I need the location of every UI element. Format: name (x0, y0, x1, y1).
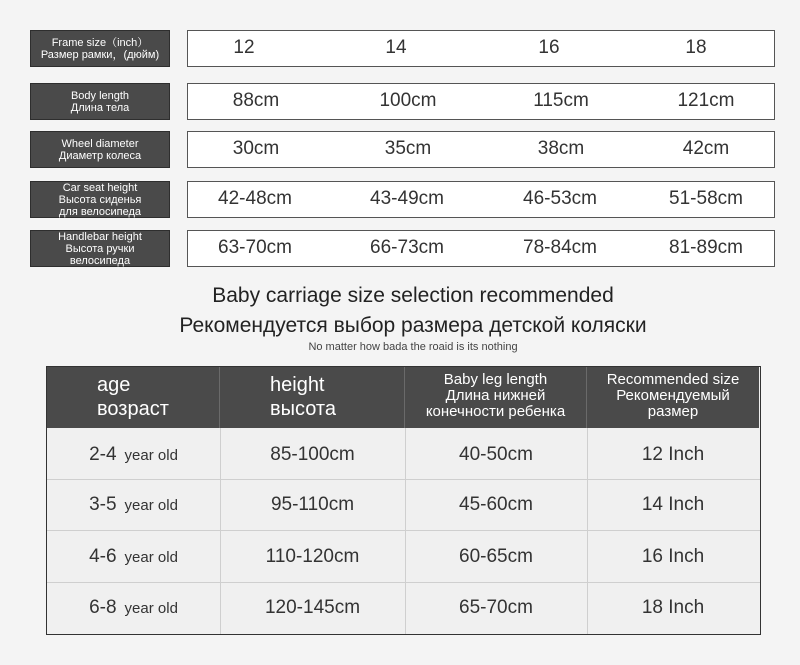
header-age (47, 367, 220, 428)
spec-label-ru-2: велосипеда (69, 254, 131, 267)
spec-values (187, 83, 775, 120)
spec-value: 81-89cm (669, 237, 743, 258)
spec-value: 51-58cm (669, 188, 743, 209)
spec-value: 121cm (677, 90, 735, 111)
spec-row-frame-size (30, 30, 776, 67)
header-leg-ru-2: конечности ребенка (425, 403, 566, 420)
spec-label-ru: Длина тела (70, 101, 130, 114)
header-size-ru-2: размер (647, 403, 699, 420)
spec-label-en: Wheel diameter (61, 137, 139, 150)
spec-values (187, 131, 775, 168)
spec-value: 18 (685, 37, 707, 58)
header-size-ru-1: Рекомендуемый (616, 387, 730, 404)
spec-value: 100cm (379, 90, 437, 111)
spec-value: 43-49cm (370, 188, 444, 209)
spec-values (187, 30, 775, 67)
spec-value: 30cm (232, 138, 280, 159)
spec-values (187, 181, 775, 218)
spec-label-en: Body length (70, 89, 130, 102)
header-height-en: height (270, 374, 325, 396)
height-cell: 95-110cm (270, 494, 355, 515)
spec-label-en: Car seat height (62, 181, 138, 194)
header-recommended-size (587, 367, 759, 428)
spec-label-en: Frame size（inch） (51, 36, 149, 49)
header-leg-en: Baby leg length (443, 371, 548, 388)
spec-values (187, 230, 775, 267)
leg-length-cell: 40-50cm (459, 444, 533, 465)
spec-value: 16 (538, 37, 560, 58)
spec-value: 12 (233, 37, 255, 58)
spec-label (30, 230, 170, 267)
spec-value: 46-53cm (523, 188, 597, 209)
leg-length-cell: 45-60cm (459, 494, 533, 515)
spec-value: 78-84cm (523, 237, 597, 258)
age-cell: 4-6 year old (89, 546, 178, 567)
spec-value: 38cm (537, 138, 585, 159)
header-height (220, 367, 405, 428)
leg-length-cell: 65-70cm (459, 597, 533, 618)
age-cell: 2-4 year old (89, 444, 178, 465)
spec-row-wheel-diameter (30, 131, 776, 168)
spec-label-en: Handlebar height (58, 230, 142, 243)
spec-label-ru: Высота ручки (65, 242, 135, 255)
header-size-en: Recommended size (606, 371, 740, 388)
spec-value: 88cm (232, 90, 280, 111)
spec-label-ru-2: для велосипеда (59, 205, 141, 218)
spec-label-ru: Диаметр колеса (58, 149, 142, 162)
size-cell: 18 Inch (641, 597, 705, 618)
header-height-ru: высота (270, 398, 336, 420)
title-english: Baby carriage size selection recommended (212, 284, 614, 307)
spec-value: 35cm (384, 138, 432, 159)
spec-value: 63-70cm (218, 237, 292, 258)
spec-label-ru: Размер рамки，(дюйм) (40, 48, 160, 61)
size-cell: 16 Inch (641, 546, 705, 567)
title-russian: Рекомендуется выбор размера детской коляски (179, 314, 647, 337)
tagline: No matter how bada the roaid is its nothing (308, 341, 518, 353)
row-divider (47, 530, 760, 531)
leg-length-cell: 60-65cm (459, 546, 533, 567)
size-recommendation-table (46, 366, 761, 635)
spec-value: 42cm (682, 138, 730, 159)
spec-label (30, 181, 170, 218)
spec-label (30, 83, 170, 120)
spec-row-seat-height (30, 181, 776, 218)
header-leg-ru-1: Длина нижней (445, 387, 546, 404)
size-cell: 14 Inch (641, 494, 705, 515)
height-cell: 110-120cm (265, 546, 360, 567)
age-cell: 6-8 year old (89, 597, 178, 618)
header-age-en: age (97, 374, 131, 396)
size-cell: 12 Inch (641, 444, 705, 465)
header-leg-length (405, 367, 587, 428)
spec-row-handlebar-height (30, 230, 776, 267)
age-cell: 3-5 year old (89, 494, 178, 515)
spec-value: 66-73cm (370, 237, 444, 258)
spec-value: 42-48cm (218, 188, 292, 209)
height-cell: 85-100cm (270, 444, 355, 465)
spec-value: 115cm (533, 90, 589, 111)
spec-label (30, 131, 170, 168)
height-cell: 120-145cm (264, 597, 361, 618)
spec-value: 14 (385, 37, 407, 58)
spec-label-ru: Высота сиденья (58, 193, 142, 206)
spec-row-body-length (30, 83, 776, 120)
header-age-ru: возраст (97, 398, 169, 420)
spec-label (30, 30, 170, 67)
